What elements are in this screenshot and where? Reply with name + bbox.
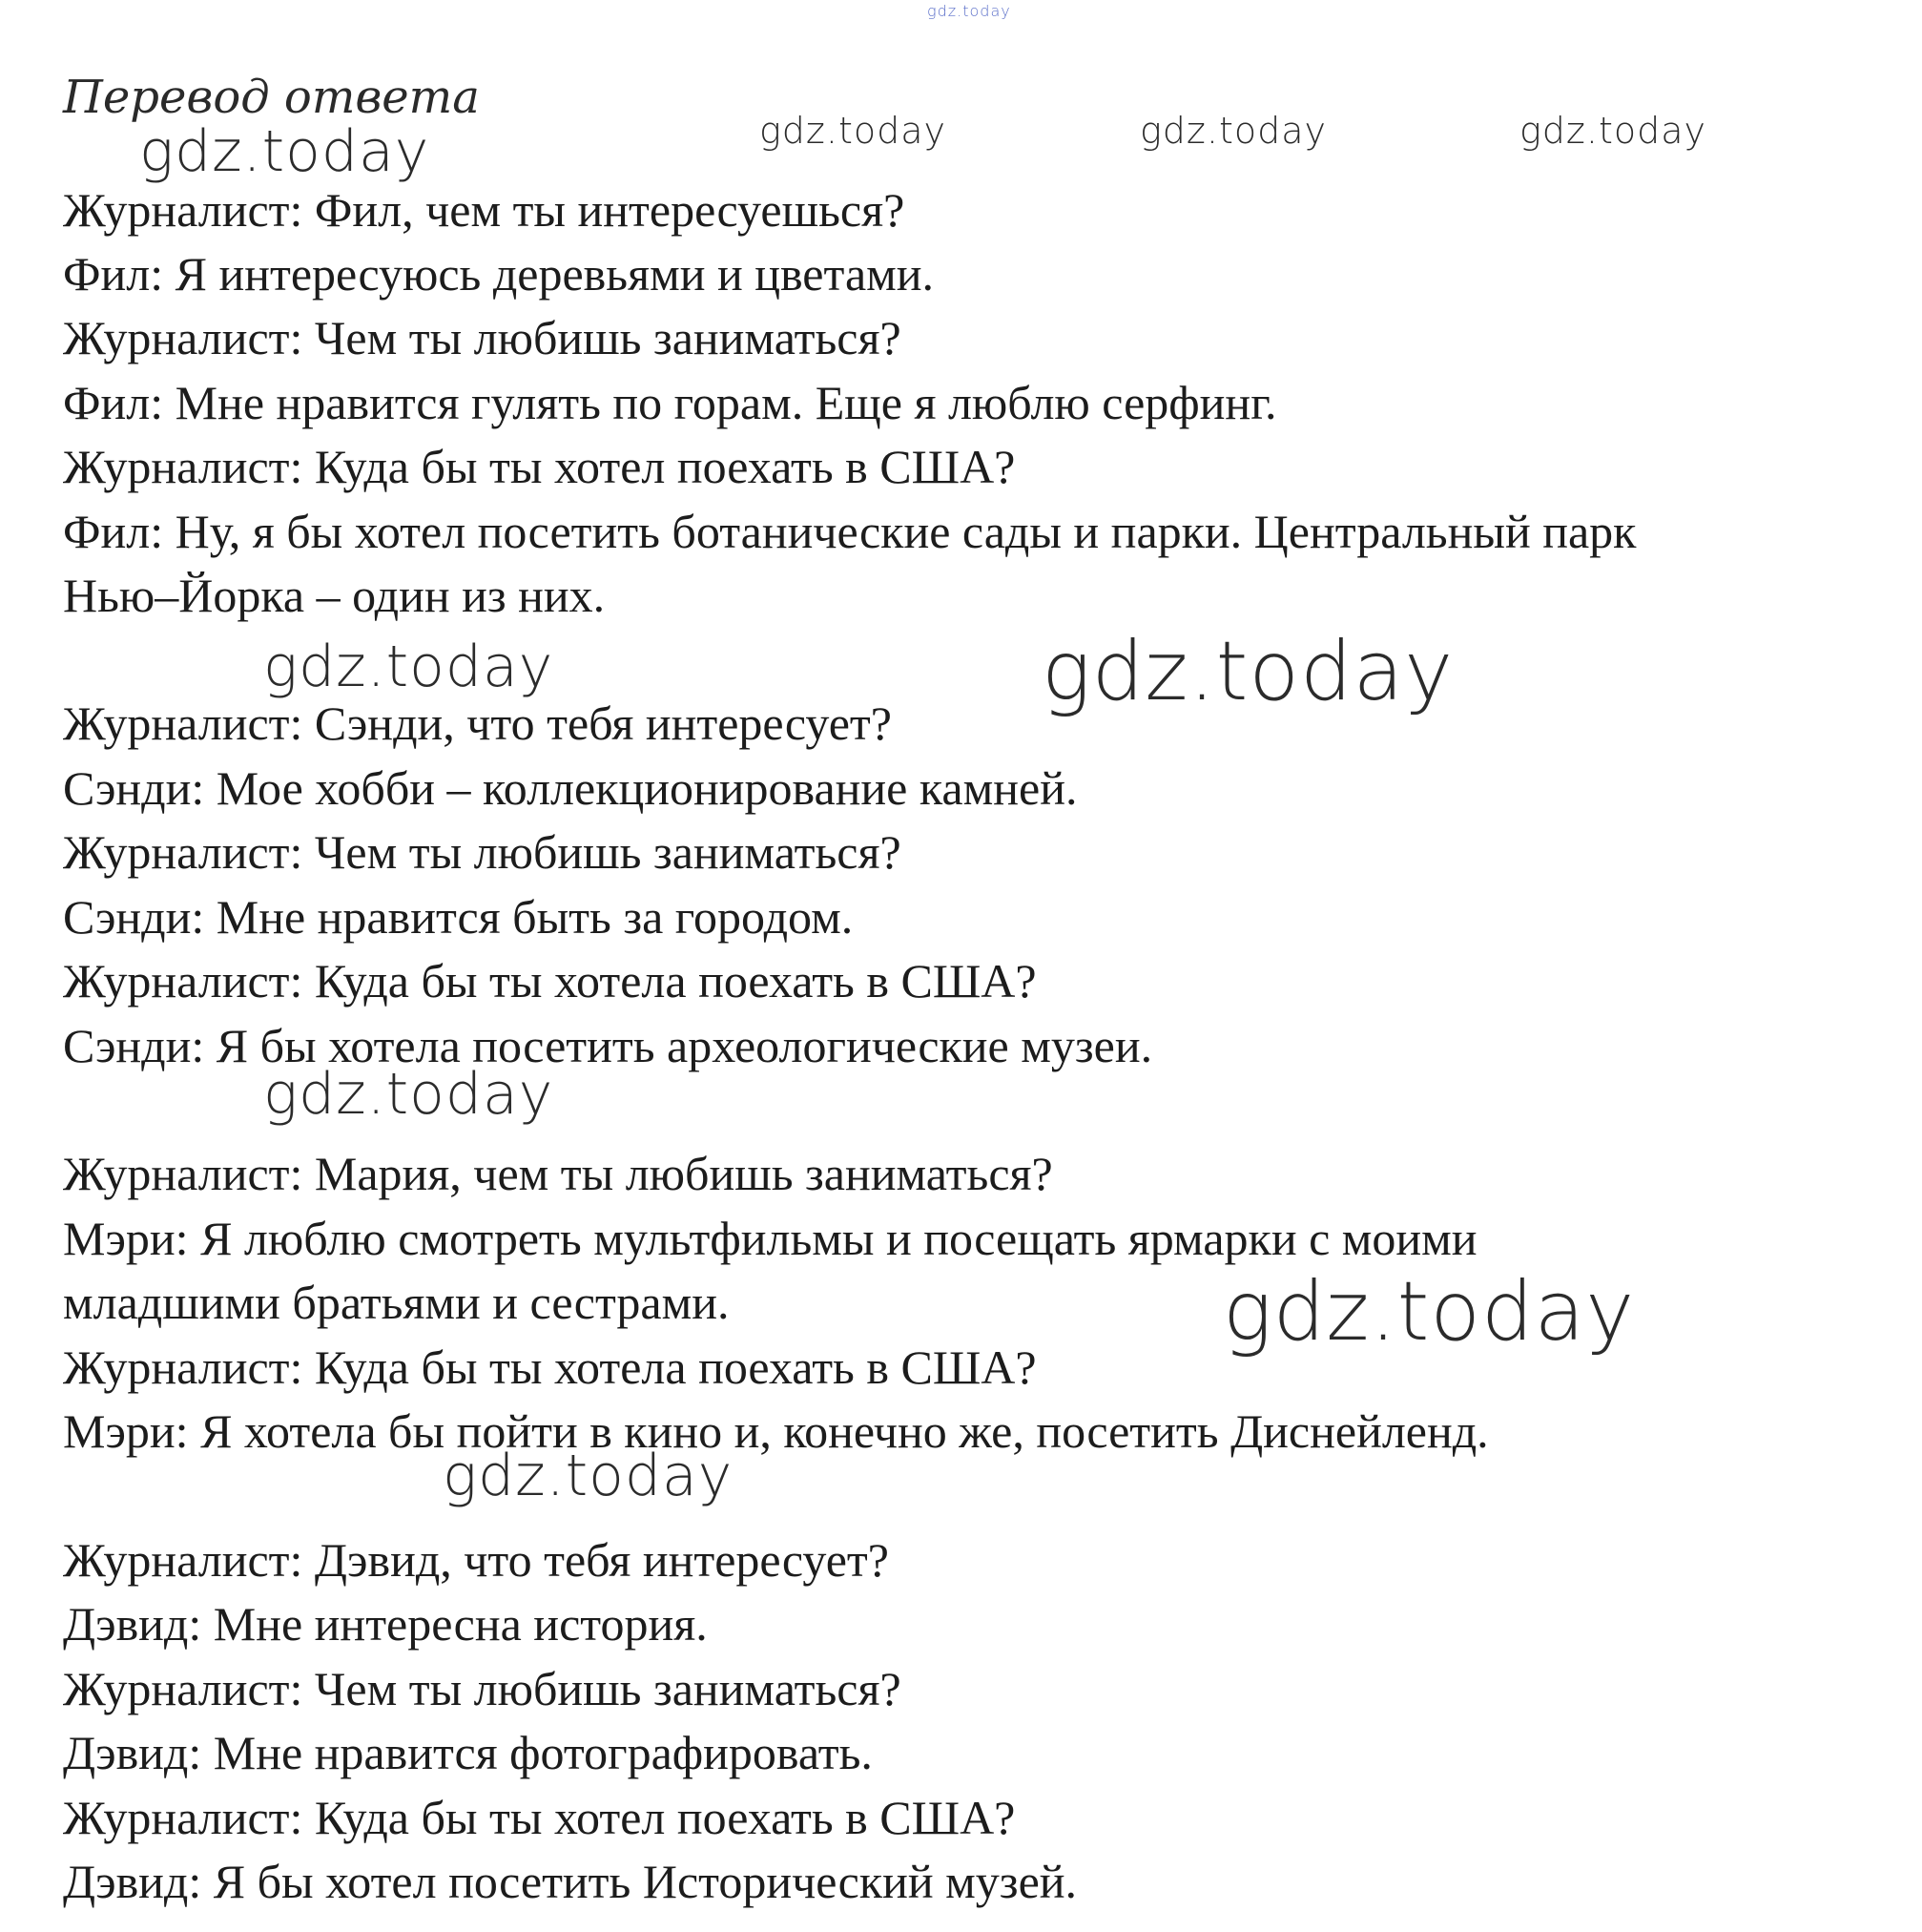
- header-watermark: gdz.today: [927, 2, 1011, 20]
- dialogue-line: Мэри: Я люблю смотреть мультфильмы и посещать ярмарки с моими: [63, 1212, 1478, 1265]
- dialogue-line: Журналист: Куда бы ты хотела поехать в США?: [63, 1340, 1037, 1394]
- dialogue-line: Журналист: Куда бы ты хотел поехать в США?: [63, 1791, 1016, 1844]
- dialogue-line: Сэнди: Мне нравится быть за городом.: [63, 890, 854, 944]
- dialogue-line: Дэвид: Мне нравится фотографировать.: [63, 1726, 873, 1779]
- dialogue-line: младшими братьями и сестрами.: [63, 1276, 730, 1329]
- dialogue-line: Журналист: Куда бы ты хотела поехать в США?: [63, 954, 1037, 1008]
- dialogue-line: Журналист: Чем ты любишь заниматься?: [63, 825, 901, 879]
- dialogue-line: Нью–Йорка – один из них.: [63, 569, 606, 622]
- page-title: Перевод ответа: [63, 71, 480, 124]
- dialogue-line: Фил: Ну, я бы хотел посетить ботанические сады и парки. Центральный парк: [63, 505, 1637, 558]
- watermark: gdz.today: [443, 1443, 734, 1509]
- dialogue-line: Дэвид: Я бы хотел посетить Исторический музей.: [63, 1855, 1078, 1908]
- watermark: gdz.today: [139, 118, 430, 185]
- watermark: gdz.today: [759, 110, 946, 152]
- dialogue-line: Журналист: Сэнди, что тебя интересует?: [63, 696, 892, 750]
- watermark: gdz.today: [1042, 624, 1455, 719]
- watermark: gdz.today: [263, 1061, 554, 1128]
- dialogue-line: Журналист: Чем ты любишь заниматься?: [63, 1662, 901, 1715]
- watermark: gdz.today: [263, 634, 554, 700]
- dialogue-line: Фил: Я интересуюсь деревьями и цветами.: [63, 247, 935, 301]
- dialogue-line: Фил: Мне нравится гулять по горам. Еще я люблю серфинг.: [63, 376, 1277, 429]
- watermark: gdz.today: [1140, 110, 1327, 152]
- dialogue-line: Журналист: Фил, чем ты интересуешься?: [63, 183, 905, 237]
- dialogue-line: Журналист: Мария, чем ты любишь заниматься?: [63, 1147, 1053, 1200]
- dialogue-line: Дэвид: Мне интересна история.: [63, 1597, 708, 1651]
- watermark: gdz.today: [1223, 1264, 1636, 1360]
- dialogue-line: Журналист: Куда бы ты хотел поехать в США?: [63, 440, 1016, 493]
- dialogue-line: Журналист: Дэвид, что тебя интересует?: [63, 1533, 889, 1587]
- watermark: gdz.today: [1519, 110, 1706, 152]
- dialogue-line: Мэри: Я хотела бы пойти в кино и, конечно же, посетить Диснейленд.: [63, 1404, 1489, 1458]
- dialogue-line: Журналист: Чем ты любишь заниматься?: [63, 311, 901, 364]
- dialogue-line: Сэнди: Мое хобби – коллекционирование камней.: [63, 761, 1078, 815]
- dialogue-line: Сэнди: Я бы хотела посетить археологические музеи.: [63, 1019, 1153, 1072]
